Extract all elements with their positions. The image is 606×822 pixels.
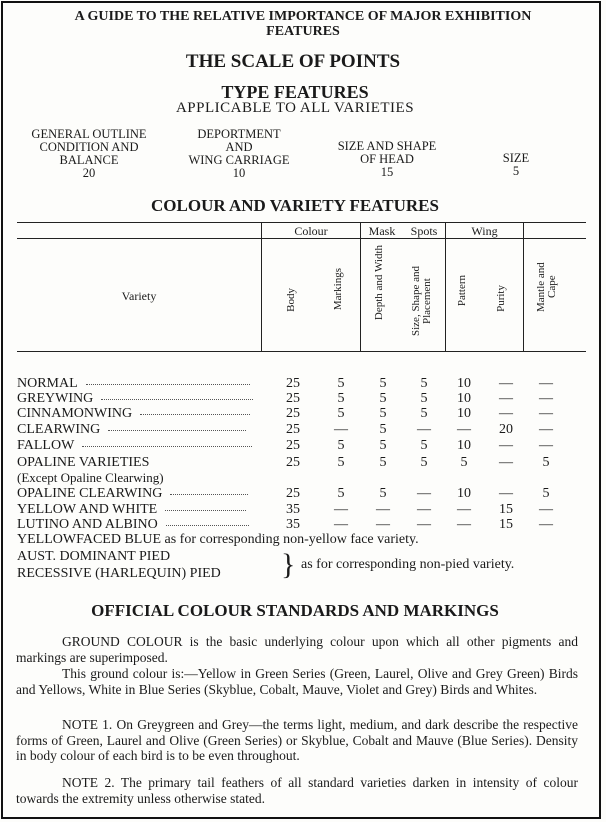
guide-title-line-1: A GUIDE TO THE RELATIVE IMPORTANCE OF MAJOR EXHIBITION	[74, 9, 532, 24]
paragraph-note-2: NOTE 2. The primary tail feathers of all standard varieties darken in intensity of colour towards the extremity unless otherwise stated.	[16, 775, 578, 806]
table-cell: 5	[337, 406, 345, 421]
table-cell: —	[417, 486, 431, 501]
opaline-note: (Except Opaline Clearwing)	[17, 470, 164, 485]
table-cell: 25	[286, 486, 300, 501]
pied-row-dominant: AUST. DOMINANT PIED	[17, 549, 171, 564]
table-divider	[261, 222, 262, 351]
table-cell: 5	[542, 486, 550, 501]
table-cell: —	[457, 502, 471, 517]
type-features-title: TYPE FEATURES	[221, 82, 369, 102]
table-cell: —	[539, 438, 553, 453]
type-features-subtitle: APPLICABLE TO ALL VARIETIES	[175, 100, 415, 116]
table-cell: —	[334, 502, 348, 517]
table-cell: —	[334, 517, 348, 532]
table-cell: 25	[286, 376, 300, 391]
table-cell: 10	[457, 486, 471, 501]
paragraph-ground-colour: GROUND COLOUR is the basic underlying colour upon which all other pigments and markings are superimposed.	[16, 634, 578, 665]
table-cell: 5	[379, 391, 387, 406]
table-cell: 5	[460, 455, 468, 470]
table-cell: 5	[420, 455, 428, 470]
table-cell: 5	[379, 438, 387, 453]
table-cell: —	[539, 406, 553, 421]
colour-group-header: Colour	[294, 224, 328, 238]
column-header-purity: Purity	[495, 285, 507, 312]
variety-name: CINNAMONWING	[17, 406, 133, 421]
table-row	[0, 406, 600, 422]
table-cell: 5	[379, 422, 387, 437]
spots-group-header: Spots	[410, 224, 438, 238]
column-header-pattern: Pattern	[456, 275, 468, 307]
table-cell: 25	[286, 406, 300, 421]
dot-leader	[170, 494, 248, 495]
variety-name: FALLOW	[17, 438, 75, 453]
dot-leader	[165, 510, 246, 511]
table-cell: 5	[379, 406, 387, 421]
variety-name: NORMAL	[17, 376, 78, 391]
variety-name: OPALINE VARIETIES	[17, 455, 150, 470]
table-cell: 20	[499, 422, 513, 437]
table-cell: 10	[457, 406, 471, 421]
column-header-size-shape-placement: Size, Shape and Placement	[410, 266, 433, 336]
type-feature-size: SIZE 5	[502, 151, 530, 178]
table-cell: —	[417, 422, 431, 437]
table-cell: —	[499, 391, 513, 406]
table-cell: 5	[379, 486, 387, 501]
paragraph-note-1: NOTE 1. On Greygreen and Grey—the terms light, medium, and dark describe the respective forms of Green, Laurel and Olive (Green Series) or Skyblue, Cobalt and Mauve (Blue Series). Density in body colour of each bird is to be even throughout.	[16, 717, 578, 763]
table-cell: —	[417, 517, 431, 532]
table-cell: 5	[420, 406, 428, 421]
dot-leader	[101, 399, 253, 400]
table-cell: —	[539, 502, 553, 517]
type-feature-general-outline: GENERAL OUTLINE CONDITION AND BALANCE 20	[31, 127, 147, 180]
column-header-depth-width: Depth and Width	[373, 245, 385, 321]
table-cell: 15	[499, 517, 513, 532]
table-cell: 5	[337, 438, 345, 453]
table-cell: —	[376, 517, 390, 532]
table-cell: 5	[379, 455, 387, 470]
table-cell: —	[539, 376, 553, 391]
table-cell: 15	[499, 502, 513, 517]
table-cell: —	[499, 455, 513, 470]
table-row	[0, 486, 600, 502]
table-divider	[360, 222, 361, 351]
table-cell: 25	[286, 455, 300, 470]
table-cell: 5	[542, 455, 550, 470]
table-cell: 5	[337, 391, 345, 406]
scale-title: THE SCALE OF POINTS	[185, 51, 401, 72]
colour-variety-title: COLOUR AND VARIETY FEATURES	[151, 196, 439, 215]
table-top-rule	[17, 222, 586, 223]
mask-group-header: Mask	[368, 224, 396, 238]
table-cell: 10	[457, 438, 471, 453]
table-row	[0, 517, 600, 533]
table-cell: —	[457, 422, 471, 437]
dot-leader	[82, 446, 252, 447]
column-header-markings: Markings	[332, 268, 344, 311]
table-row	[0, 422, 600, 438]
table-cell: 5	[337, 376, 345, 391]
table-cell: 25	[286, 422, 300, 437]
type-feature-deportment: DEPORTMENT AND WING CARRIAGE 10	[188, 127, 290, 180]
table-cell: 5	[337, 486, 345, 501]
table-row	[0, 438, 600, 454]
table-cell: —	[499, 406, 513, 421]
dot-leader	[86, 384, 250, 385]
table-cell: 5	[337, 455, 345, 470]
dot-leader	[108, 430, 246, 431]
table-cell: —	[417, 502, 431, 517]
wing-group-header: Wing	[471, 224, 498, 238]
table-cell: —	[376, 502, 390, 517]
table-cell: 25	[286, 391, 300, 406]
table-cell: 35	[286, 502, 300, 517]
dot-leader	[166, 525, 249, 526]
table-cell: 5	[379, 376, 387, 391]
pied-note: as for corresponding non-pied variety.	[301, 557, 515, 572]
table-header-rule	[17, 351, 586, 352]
table-cell: —	[499, 486, 513, 501]
guide-title-line-2: FEATURES	[266, 24, 340, 39]
table-cell: —	[539, 517, 553, 532]
table-row	[0, 455, 600, 471]
variety-name: CLEARWING	[17, 422, 101, 437]
table-cell: 5	[420, 391, 428, 406]
table-cell: 10	[457, 376, 471, 391]
table-row	[0, 376, 600, 392]
table-cell: —	[457, 517, 471, 532]
type-feature-head: SIZE AND SHAPE OF HEAD 15	[337, 139, 437, 179]
table-cell: 10	[457, 391, 471, 406]
table-row	[0, 502, 600, 518]
yellowfaced-note: YELLOWFACED BLUE as for corresponding non-yellow face variety.	[17, 532, 419, 547]
table-cell: 5	[420, 438, 428, 453]
table-cell: 5	[420, 376, 428, 391]
table-cell: —	[334, 422, 348, 437]
variety-header: Variety	[121, 289, 157, 303]
table-cell: —	[499, 376, 513, 391]
table-cell: 35	[286, 517, 300, 532]
standards-title: OFFICIAL COLOUR STANDARDS AND MARKINGS	[91, 601, 499, 620]
table-divider	[445, 222, 446, 351]
variety-name: YELLOW AND WHITE	[17, 502, 158, 517]
table-cell: —	[539, 391, 553, 406]
table-cell: 25	[286, 438, 300, 453]
table-cell: —	[539, 422, 553, 437]
variety-name: LUTINO AND ALBINO	[17, 517, 158, 532]
variety-name: GREYWING	[17, 391, 94, 406]
pied-row-recessive: RECESSIVE (HARLEQUIN) PIED	[17, 566, 221, 581]
variety-name: OPALINE CLEARWING	[17, 486, 163, 501]
table-row	[0, 391, 600, 407]
column-header-mantle-cape: Mantle and Cape	[535, 262, 558, 312]
column-header-body: Body	[285, 288, 297, 312]
paragraph-ground-colour-series: This ground colour is:—Yellow in Green Series (Green, Laurel, Olive and Grey Green) Birds and Yellows, White in Blue Series (Skyblue, Cobalt, Mauve, Violet and Grey) Birds and Whites.	[16, 666, 578, 697]
table-cell: —	[499, 438, 513, 453]
brace-glyph: }	[281, 548, 296, 581]
dot-leader	[140, 414, 250, 415]
table-divider	[523, 222, 524, 351]
